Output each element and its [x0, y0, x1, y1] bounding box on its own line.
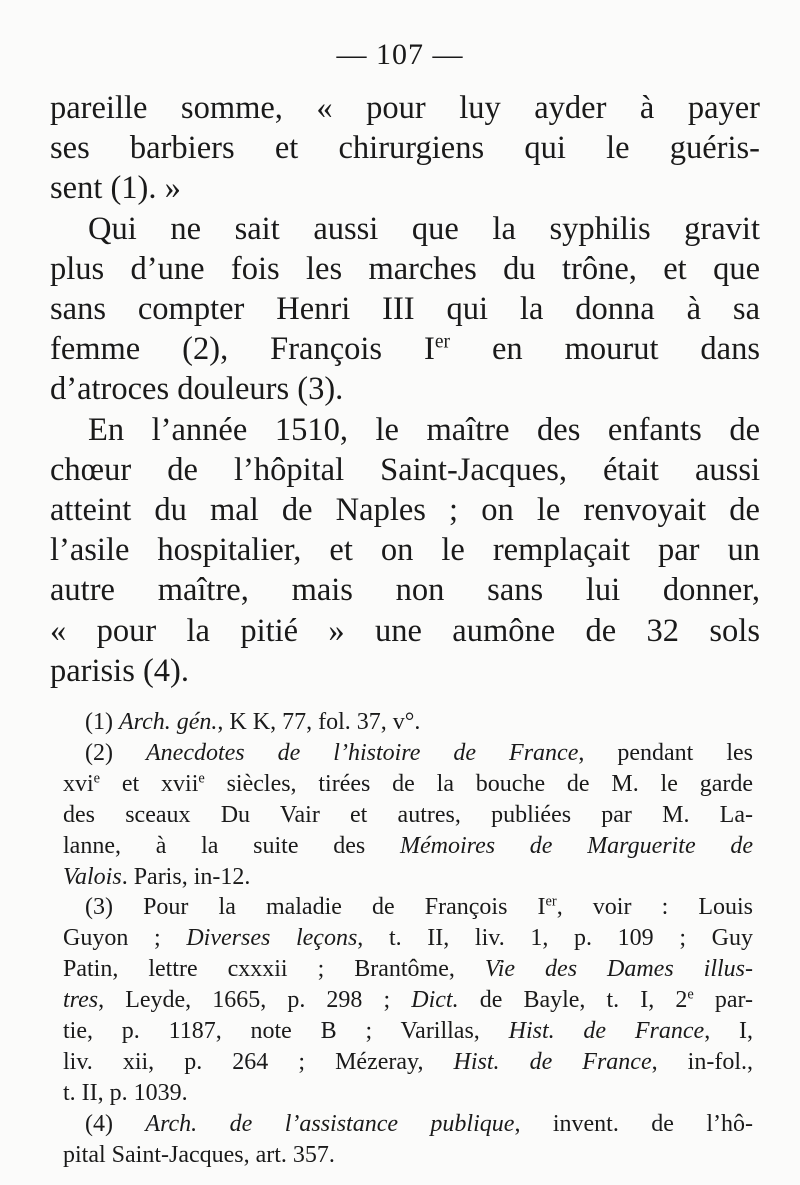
superscript: e [687, 986, 694, 1003]
footnote-title: Hist. de France [508, 1018, 705, 1045]
paragraph-start-line: Qui ne sait aussi que la syphilis gravit [88, 210, 760, 247]
footnote-source: Arch. gén. [118, 709, 218, 735]
footnote-text: xvi [63, 770, 94, 797]
footnote-line [63, 1047, 753, 1078]
footnote-text: . Paris, in-12. [121, 863, 251, 890]
footnote-line [63, 954, 753, 985]
footnote-4 [85, 1109, 753, 1140]
footnote-text: , I, [704, 1018, 753, 1045]
superscript: e [93, 770, 101, 787]
footnote-title: Mémoires de Marguerite de [399, 832, 754, 859]
page-number: — 107 — [336, 38, 464, 71]
footnote-number: (4) [85, 1110, 146, 1137]
text-line [50, 329, 760, 369]
text-line: parisis (4). [50, 652, 189, 689]
superscript: er [545, 893, 557, 910]
footnote-text: (3) Pour la maladie de François I [85, 894, 546, 921]
text-line: pareille somme, « pour luy ayder à payer [50, 90, 760, 126]
text-segment: femme (2), François I [50, 331, 435, 368]
text-line: chœur de l’hôpital Saint-Jacques, était aussi [50, 451, 760, 488]
footnote-3 [85, 892, 753, 923]
footnote-text: liv. xii, p. 264 ; Mézeray, [63, 1048, 454, 1075]
text-line: autre maître, mais non sans lui donner, [50, 572, 760, 609]
footnote-text: , pendant les [578, 739, 754, 766]
footnote-text: lanne, à la suite des [63, 832, 400, 859]
footnote-text: , in-fol., [651, 1048, 754, 1075]
footnote-title: Valois [63, 863, 122, 890]
footnote-line [63, 862, 753, 893]
footnote-title: Arch. de l’assistance publique [145, 1110, 515, 1137]
footnote-title: Hist. de France [453, 1048, 652, 1075]
footnote-text: , K K, 77, fol. 37, v°. [217, 709, 421, 735]
footnote-number: (1) [85, 709, 119, 735]
footnote-line [63, 769, 753, 800]
text-segment: en mourut dans [450, 331, 760, 368]
footnote-text: par- [693, 987, 753, 1014]
footnote-text: et xvii [100, 770, 199, 797]
footnote-title: Vie des Dames illus- [484, 956, 753, 983]
footnote-number: (2) [85, 739, 146, 766]
footnote-line [63, 1016, 753, 1047]
footnote-line [63, 985, 753, 1016]
text-line: sans compter Henri III qui la donna à sa [50, 291, 760, 328]
main-text [50, 88, 760, 691]
text-line: ses barbiers et chirurgiens qui le guéris- [50, 130, 760, 167]
footnote-title: Diverses leçons [186, 925, 358, 952]
footnote-text: , Leyde, 1665, p. 298 ; [98, 987, 412, 1014]
text-line: sent (1). » [50, 170, 181, 207]
text-line: d’atroces douleurs (3). [50, 371, 344, 408]
footnote-text: Patin, lettre cxxxii ; Brantôme, [63, 956, 485, 983]
superscript: er [434, 331, 451, 353]
paragraph-start-line: En l’année 1510, le maître des enfants de [88, 411, 760, 448]
footnote-text: siècles, tirées de la bouche de M. le garde [204, 770, 753, 797]
footnote-line [63, 923, 753, 954]
footnotes [63, 707, 754, 1171]
footnote-title: tres [63, 987, 99, 1014]
footnote-text: , invent. de l’hô- [514, 1110, 754, 1137]
text-line: « pour la pitié » une aumône de 32 sols [50, 612, 760, 649]
footnote-text: tie, p. 1187, note B ; Varillas, [63, 1018, 509, 1045]
footnote-2 [85, 738, 753, 769]
footnote-text: , t. II, liv. 1, p. 109 ; Guy [357, 925, 753, 952]
footnote-line: des sceaux Du Vair et autres, publiées par M. La- [63, 801, 753, 828]
footnote-1 [85, 707, 753, 738]
footnote-line [63, 831, 753, 862]
footnote-text: Guyon ; [63, 925, 187, 952]
text-line: plus d’une fois les marches du trône, et que [50, 250, 760, 287]
footnote-text: , voir : Louis [556, 894, 754, 921]
superscript: e [198, 770, 205, 787]
footnote-title: Dict. [411, 987, 459, 1014]
text-line: l’asile hospitalier, et on le remplaçait par un [50, 532, 760, 569]
footnote-text: de Bayle, t. I, 2 [458, 987, 688, 1014]
footnote-line: t. II, p. 1039. [63, 1079, 188, 1106]
footnote-title: Anecdotes de l’histoire de France [146, 739, 579, 766]
footnote-line: pital Saint-Jacques, art. 357. [63, 1141, 335, 1168]
text-line: atteint du mal de Naples ; on le renvoyait de [50, 492, 760, 529]
